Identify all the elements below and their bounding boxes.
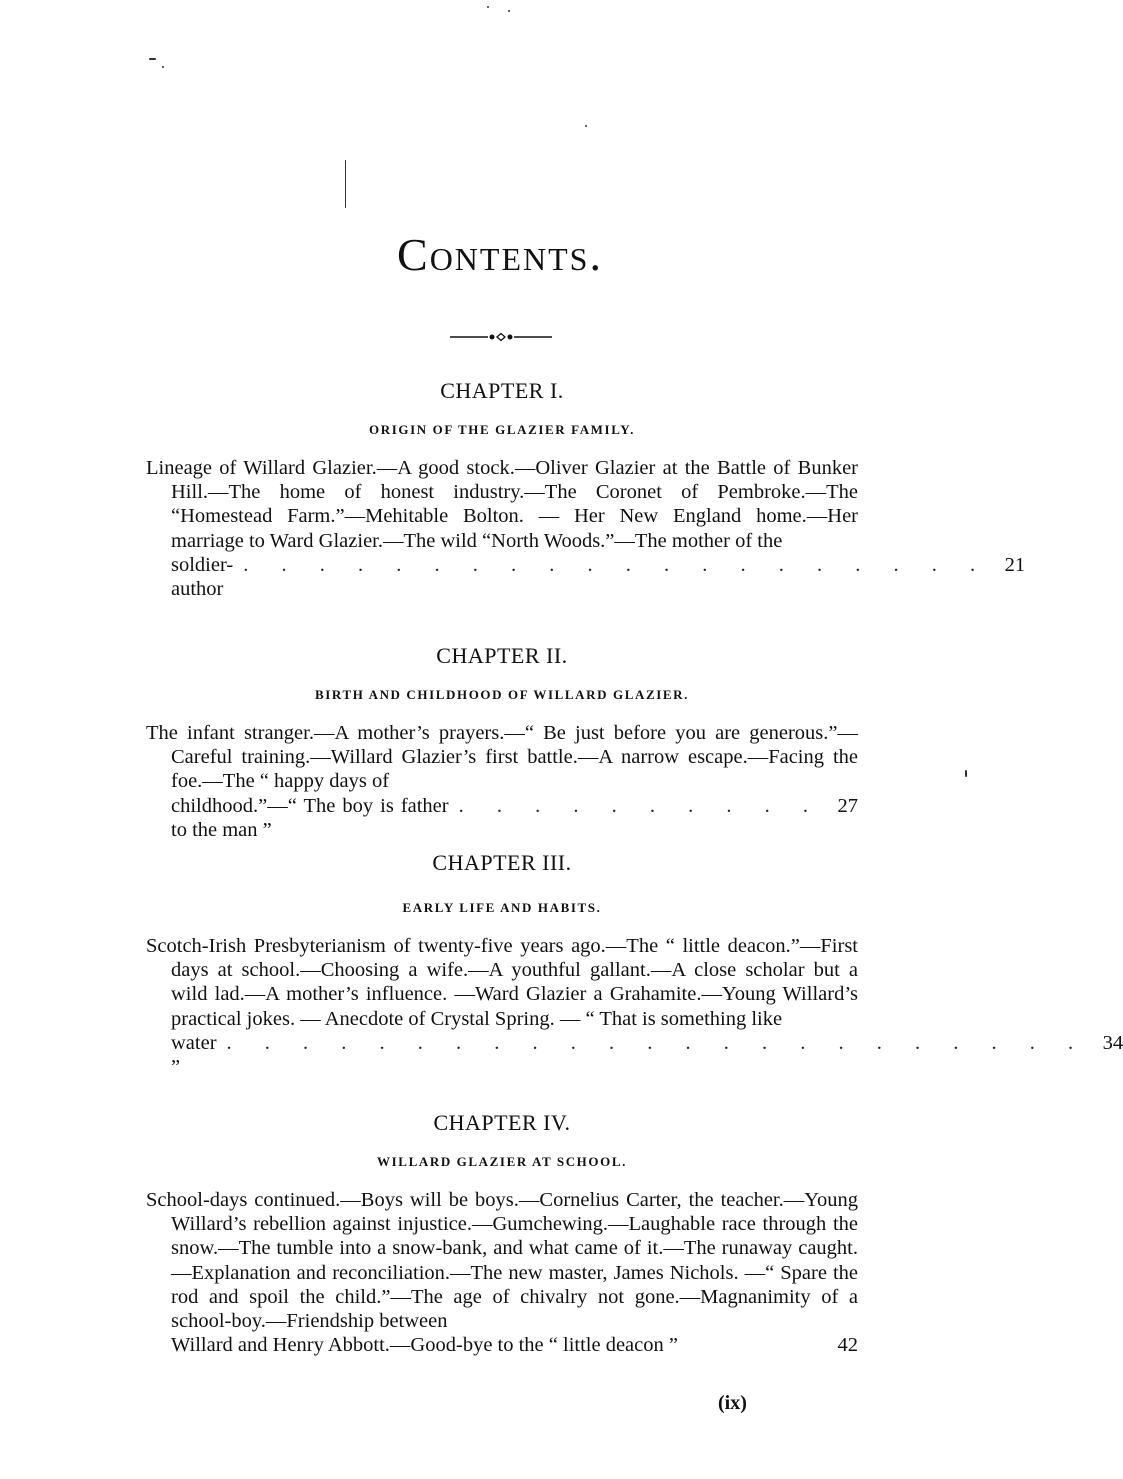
- dot-leader: . . . . . . . . . . . . . . . . . . . . . . .: [226, 1031, 1088, 1054]
- dot-leader: . . . . . . . . . .: [458, 794, 822, 817]
- chapter-entry-2: [146, 643, 858, 842]
- chapter-subtitle: WILLARD GLAZIER AT SCHOOL.: [377, 1154, 627, 1169]
- scan-speck: [965, 770, 967, 777]
- chapter-entry-1: [146, 378, 1026, 601]
- page-number: 21: [1004, 553, 1026, 576]
- summary-last-line: [171, 794, 858, 842]
- scan-speck: [149, 58, 156, 60]
- summary-last-line: [171, 1333, 858, 1357]
- chapter-subtitle: BIRTH AND CHILDHOOD OF WILLARD GLAZIER.: [315, 687, 689, 702]
- folio-number: (ix): [718, 1392, 747, 1414]
- summary-last-line: [171, 553, 1026, 601]
- chapter-heading: CHAPTER I.: [440, 378, 564, 403]
- summary-text: School-days continued.—Boys will be boys.—Cornelius Carter, the teacher.—Young Willard’s rebellion against injustice.—Gumchewing.—Laughable race through the snow.—The tumble into a snow-bank, and what came of it.—The runaway caught.—Explanation and reconciliation.—The new master, James Nichols. —“ Spare the rod and spoil the child.”—The age of chivalry not gone.—Magnanimity of a school-boy.—Friendship between: [146, 1189, 858, 1333]
- page-number: 27: [837, 794, 858, 817]
- chapter-subtitle: ORIGIN OF THE GLAZIER FAMILY.: [369, 422, 635, 437]
- summary-last-text: Willard and Henry Abbott.—Good-bye to the “ little deacon ”: [171, 1334, 678, 1357]
- scan-speck: [585, 125, 587, 127]
- page-number: 34: [1102, 1031, 1123, 1054]
- chapter-summary: [146, 456, 1026, 601]
- scan-speck: [162, 66, 164, 68]
- summary-last-text: water ”: [171, 1031, 217, 1079]
- chapter-subtitle: EARLY LIFE AND HABITS.: [402, 900, 602, 915]
- chapter-heading: CHAPTER III.: [432, 850, 572, 875]
- divider-ornament-icon: [450, 330, 552, 344]
- scan-speck: [487, 6, 489, 8]
- summary-last-line: [171, 1031, 1123, 1079]
- scan-speck: [508, 10, 510, 12]
- page-number: 42: [837, 1334, 858, 1357]
- summary-last-text: childhood.”—“ The boy is father to the man ”: [171, 794, 449, 841]
- dot-leader: . . . . . . . . . . . . . . . . . . . .: [243, 553, 990, 576]
- chapter-summary: [146, 934, 1123, 1079]
- chapter-summary: [146, 1188, 858, 1357]
- chapter-heading: CHAPTER II.: [436, 643, 568, 668]
- summary-text: The infant stranger.—A mother’s prayers.—“ Be just before you are generous.”—Careful training.—Willard Glazier’s first battle.—A narrow escape.—Facing the foe.—The “ happy days of: [146, 722, 858, 793]
- summary-text: Lineage of Willard Glazier.—A good stock.—Oliver Glazier at the Battle of Bunker Hill.—The home of honest industry.—The Coronet of Pembroke.—The “Homestead Farm.”—Mehitable Bolton. — Her New England home.—Her marriage to Ward Glazier.—The wild “North Woods.”—The mother of the: [146, 457, 858, 552]
- chapter-heading: CHAPTER IV.: [433, 1110, 571, 1135]
- summary-text: Scotch-Irish Presbyterianism of twenty-five years ago.—The “ little deacon.”—First days at school.—Choosing a wife.—A youthful gallant.—A close scholar but a wild lad.—A mother’s influence. —Ward Glazier a Grahamite.—Young Willard’s practical jokes. — Anecdote of Crystal Spring. — “ That is something like: [146, 935, 858, 1030]
- chapter-entry-4: [146, 1110, 858, 1357]
- chapter-summary: [146, 721, 858, 842]
- chapter-entry-3: [146, 850, 1123, 1079]
- page-title: Contents.: [397, 229, 603, 280]
- summary-last-text: soldier-author: [171, 553, 234, 601]
- scan-speck: [345, 160, 346, 208]
